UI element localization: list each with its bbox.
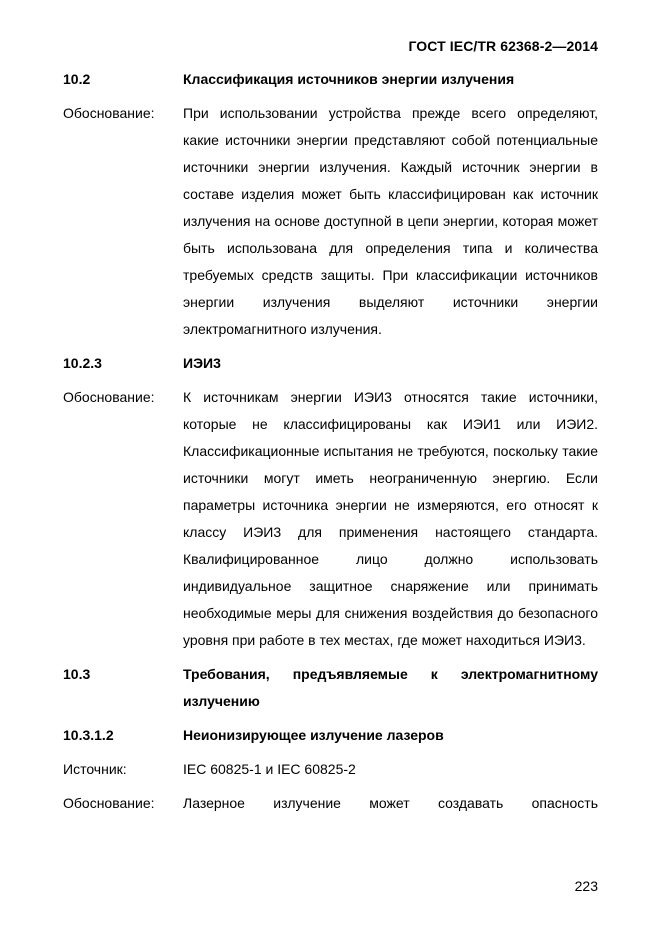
paragraph-text: К источникам энергии ИЭИ3 относятся такие источники, которые не классифицированы как ИЭИ1 или ИЭИ2. Классификационные испытания не требуются, поскольку такие источники могут иметь неограниченную энергию. Если параметры источника энергии не измеряются, его относят к классу ИЭИ3 для применения настоящего стандарта. Квалифицированное лицо должно использовать индивидуальное защитное снаряжение или принимать необходимые меры для снижения воздействия до безопасного уровня при работе в тех местах, где может находиться ИЭИ3. <box>183 389 598 648</box>
paragraph-label: Обоснование: <box>63 795 155 811</box>
section-title: ИЭИ3 <box>183 355 221 371</box>
paragraph-label: Источник: <box>63 761 127 777</box>
rationale-paragraph <box>63 790 598 817</box>
section-heading <box>63 350 598 377</box>
section-number: 10.2.3 <box>63 355 102 371</box>
source-paragraph <box>63 756 598 783</box>
paragraph-label: Обоснование: <box>63 389 155 405</box>
paragraph-text: IEC 60825-1 и IEC 60825-2 <box>183 761 356 777</box>
section-number: 10.3.1.2 <box>63 727 114 743</box>
section-number: 10.2 <box>63 71 91 87</box>
section-heading <box>63 722 598 749</box>
section-title: Требования, предъявляемые к электромагнитному излучению <box>183 666 598 709</box>
paragraph-text: Лазерное излучение может создавать опасность <box>183 795 598 811</box>
section-heading <box>63 66 598 93</box>
paragraph-text: При использовании устройства прежде всего определяют, какие источники энергии представляют собой потенциальные источники энергии излучения. Каждый источник энергии в составе изделия может быть классифицирован как источник излучения на основе доступной в цепи энергии, которая может быть использована для определения типа и количества требуемых средств защиты. При классификации источников энергии излучения выделяют источники энергии электромагнитного излучения. <box>183 105 598 337</box>
page-number: 223 <box>574 878 598 894</box>
paragraph-label: Обоснование: <box>63 105 155 121</box>
rationale-paragraph <box>63 100 598 343</box>
rationale-paragraph <box>63 384 598 654</box>
section-number: 10.3 <box>63 666 91 682</box>
section-heading <box>63 661 598 715</box>
section-title: Неионизирующее излучение лазеров <box>183 727 444 743</box>
section-title: Классификация источников энергии излучения <box>183 71 515 87</box>
document-header: ГОСТ IEC/TR 62368-2—2014 <box>408 38 598 54</box>
document-body <box>63 66 598 817</box>
